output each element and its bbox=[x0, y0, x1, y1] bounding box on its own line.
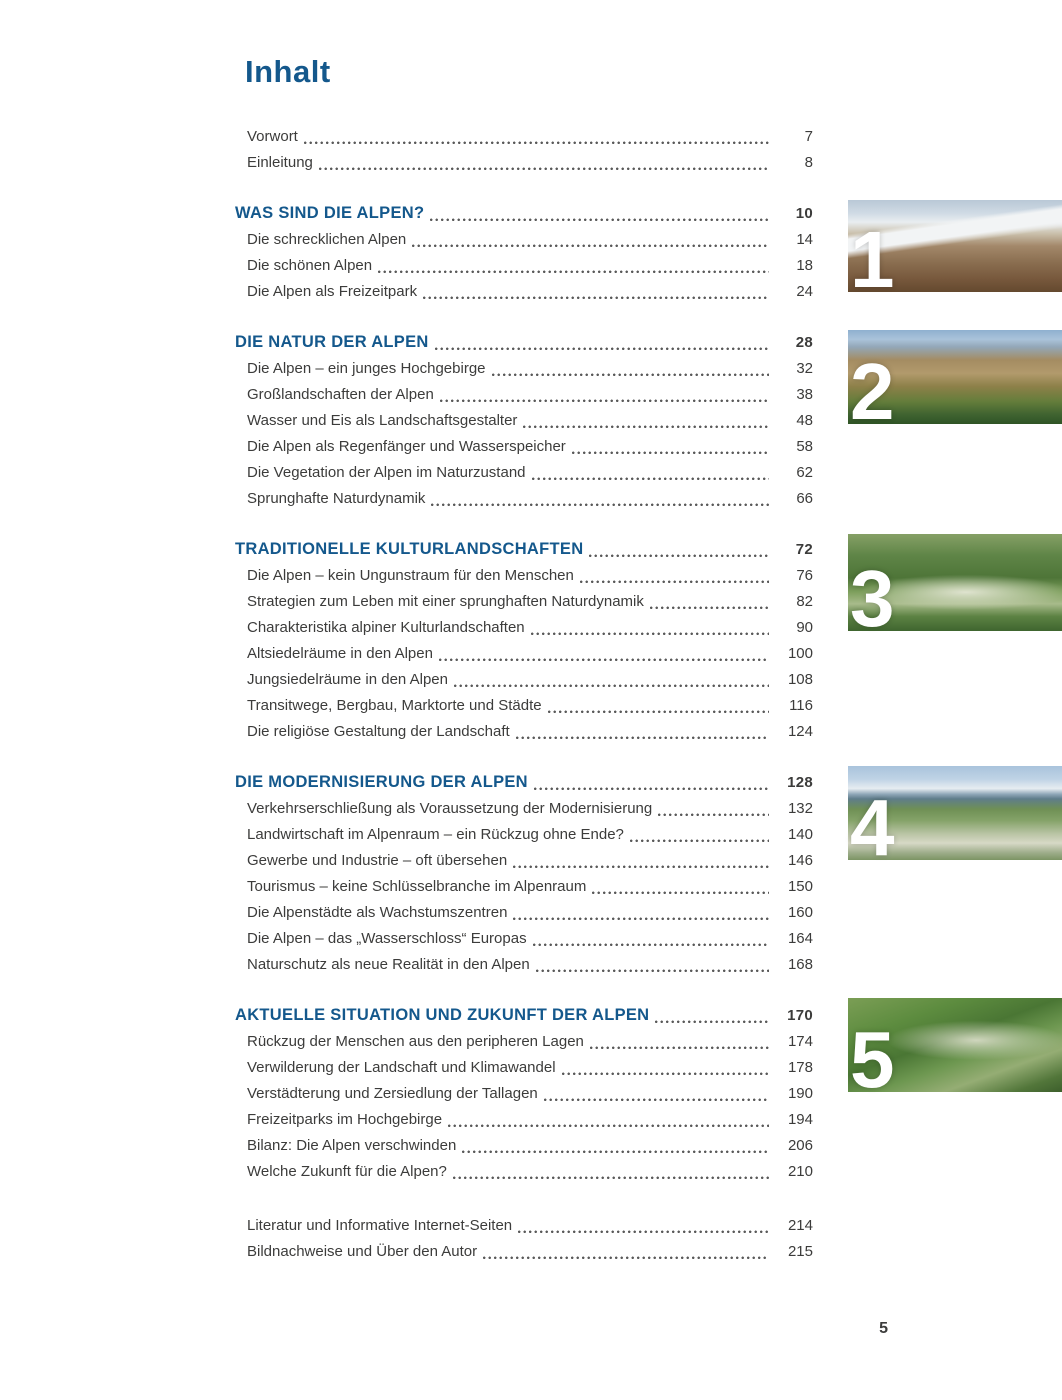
entry-page-number: 100 bbox=[787, 645, 813, 662]
dot-leader bbox=[448, 1124, 769, 1128]
dot-leader bbox=[589, 554, 769, 558]
dot-leader bbox=[516, 736, 769, 740]
entry-label: Einleitung bbox=[247, 154, 313, 171]
entry-page-number: 48 bbox=[796, 412, 813, 429]
toc-entry-row bbox=[235, 900, 813, 926]
dot-leader bbox=[483, 1256, 769, 1260]
dot-leader bbox=[518, 1230, 769, 1234]
entry-label: DIE MODERNISIERUNG DER ALPEN bbox=[235, 773, 528, 791]
dot-leader bbox=[430, 218, 769, 222]
dot-leader bbox=[572, 451, 769, 455]
dot-leader bbox=[531, 632, 769, 636]
entry-label: Die schönen Alpen bbox=[247, 257, 373, 274]
toc-entry-row bbox=[235, 667, 813, 693]
dot-leader bbox=[440, 399, 769, 403]
front-matter-row bbox=[235, 124, 813, 150]
toc-entry-row bbox=[235, 641, 813, 667]
toc-entry-row bbox=[235, 926, 813, 952]
dot-leader bbox=[534, 787, 769, 791]
entry-label: Die Alpen als Regenfänger und Wasserspeicher bbox=[247, 438, 566, 455]
toc-chapter-section bbox=[235, 200, 813, 305]
entry-label: Sprunghafte Naturdynamik bbox=[247, 490, 426, 507]
toc-entry-row bbox=[235, 382, 813, 408]
entry-label: Wasser und Eis als Landschaftsgestalter bbox=[247, 412, 518, 429]
chapter-heading-row bbox=[235, 329, 813, 356]
entry-label: Gewerbe und Industrie – oft übersehen bbox=[247, 852, 508, 869]
toc-entry-row bbox=[235, 615, 813, 641]
dot-leader bbox=[536, 969, 769, 973]
page-title: Inhalt bbox=[245, 54, 331, 89]
entry-page-number: 8 bbox=[804, 154, 813, 171]
entry-page-number: 168 bbox=[787, 956, 813, 973]
aerial-green-valley-town-photo bbox=[848, 998, 1062, 1105]
entry-page-number: 124 bbox=[787, 723, 813, 740]
entry-label: Bildnachweise und Über den Autor bbox=[247, 1243, 478, 1260]
entry-label: Verkehrserschließung als Voraussetzung der Modernisierung bbox=[247, 800, 653, 817]
entry-label: Rückzug der Menschen aus den peripheren Lagen bbox=[247, 1033, 584, 1050]
entry-page-number: 206 bbox=[787, 1137, 813, 1154]
toc-entry-row bbox=[235, 1055, 813, 1081]
entry-page-number: 116 bbox=[789, 697, 813, 714]
dot-leader bbox=[548, 710, 769, 714]
toc-chapter-section bbox=[235, 329, 813, 512]
toc-entry-row bbox=[235, 822, 813, 848]
entry-label: Welche Zukunft für die Alpen? bbox=[247, 1163, 447, 1180]
toc-entry-row bbox=[235, 1107, 813, 1133]
entry-page-number: 66 bbox=[796, 490, 813, 507]
toc-entry-row bbox=[235, 460, 813, 486]
entry-page-number: 14 bbox=[796, 231, 813, 248]
entry-label: Die Alpen – das „Wasserschloss“ Europas bbox=[247, 930, 527, 947]
toc-entry-row bbox=[235, 796, 813, 822]
toc-entry-row bbox=[235, 279, 813, 305]
dot-leader bbox=[658, 813, 769, 817]
entry-label: Landwirtschaft im Alpenraum – ein Rückzug ohne Ende? bbox=[247, 826, 624, 843]
chapter-number-overlay: 3 bbox=[850, 554, 895, 644]
entry-page-number: 58 bbox=[796, 438, 813, 455]
entry-label: Die schrecklichen Alpen bbox=[247, 231, 407, 248]
entry-page-number: 28 bbox=[795, 334, 813, 351]
toc-entry-row bbox=[235, 1029, 813, 1055]
dot-leader bbox=[378, 270, 769, 274]
dot-leader bbox=[412, 244, 769, 248]
entry-page-number: 160 bbox=[787, 904, 813, 921]
page-number: 5 bbox=[879, 1320, 888, 1337]
front-matter-row bbox=[235, 150, 813, 176]
entry-page-number: 90 bbox=[796, 619, 813, 636]
toc-entry-row bbox=[235, 563, 813, 589]
dot-leader bbox=[439, 658, 769, 662]
entry-label: Verstädterung und Zersiedlung der Tallagen bbox=[247, 1085, 538, 1102]
entry-label: Die Alpen – kein Ungunstraum für den Menschen bbox=[247, 567, 574, 584]
entry-label: Strategien zum Leben mit einer sprunghaften Naturdynamik bbox=[247, 593, 644, 610]
toc-chapter-section bbox=[235, 1002, 813, 1185]
entry-label: Freizeitparks im Hochgebirge bbox=[247, 1111, 443, 1128]
entry-page-number: 72 bbox=[795, 541, 813, 558]
toc-entry-row bbox=[235, 874, 813, 900]
dot-leader bbox=[544, 1098, 769, 1102]
entry-label: Transitwege, Bergbau, Marktorte und Städte bbox=[247, 697, 542, 714]
chapter-heading-row bbox=[235, 536, 813, 563]
toc-entry-row bbox=[235, 227, 813, 253]
toc-chapter-section bbox=[235, 536, 813, 745]
entry-page-number: 170 bbox=[787, 1007, 813, 1024]
toc-entry-row bbox=[235, 253, 813, 279]
entry-page-number: 164 bbox=[787, 930, 813, 947]
entry-label: DIE NATUR DER ALPEN bbox=[235, 333, 429, 351]
chapter-heading-row bbox=[235, 769, 813, 796]
entry-page-number: 24 bbox=[796, 283, 813, 300]
dot-leader bbox=[533, 943, 769, 947]
chapter-number-overlay: 5 bbox=[850, 1015, 895, 1105]
toc-entry-row bbox=[235, 356, 813, 382]
chapter-number-overlay: 2 bbox=[850, 347, 895, 437]
entry-page-number: 194 bbox=[787, 1111, 813, 1128]
dot-leader bbox=[580, 580, 769, 584]
toc-entry-row bbox=[235, 408, 813, 434]
dot-leader bbox=[532, 477, 769, 481]
dot-leader bbox=[562, 1072, 769, 1076]
entry-page-number: 62 bbox=[796, 464, 813, 481]
table-of-contents bbox=[235, 124, 813, 1265]
toc-entry-row bbox=[235, 589, 813, 615]
toc-chapter-section bbox=[235, 769, 813, 978]
toc-entry-row bbox=[235, 1159, 813, 1185]
entry-page-number: 174 bbox=[787, 1033, 813, 1050]
chapter-heading-row bbox=[235, 1002, 813, 1029]
entry-label: Literatur und Informative Internet-Seiten bbox=[247, 1217, 513, 1234]
entry-page-number: 108 bbox=[787, 671, 813, 688]
chapter-heading-row bbox=[235, 200, 813, 227]
entry-label: Vorwort bbox=[247, 128, 298, 145]
entry-page-number: 10 bbox=[795, 205, 813, 222]
dot-leader bbox=[453, 1176, 769, 1180]
entry-page-number: 215 bbox=[787, 1243, 813, 1260]
entry-page-number: 76 bbox=[796, 567, 813, 584]
entry-label: Verwilderung der Landschaft und Klimawandel bbox=[247, 1059, 556, 1076]
dot-leader bbox=[592, 891, 769, 895]
dot-leader bbox=[462, 1150, 769, 1154]
dot-leader bbox=[630, 839, 769, 843]
entry-label: Die Alpen als Freizeitpark bbox=[247, 283, 418, 300]
chapter-number-overlay: 4 bbox=[850, 783, 895, 873]
valley-city-panorama-photo bbox=[848, 766, 1062, 873]
entry-page-number: 128 bbox=[787, 774, 813, 791]
entry-page-number: 140 bbox=[787, 826, 813, 843]
toc-entry-row bbox=[235, 719, 813, 745]
entry-page-number: 146 bbox=[787, 852, 813, 869]
dot-leader bbox=[590, 1046, 769, 1050]
dot-leader bbox=[423, 296, 769, 300]
toc-entry-row bbox=[235, 486, 813, 512]
entry-label: AKTUELLE SITUATION UND ZUKUNFT DER ALPEN bbox=[235, 1006, 650, 1024]
entry-label: Jungsiedelräume in den Alpen bbox=[247, 671, 448, 688]
entry-label: Altsiedelräume in den Alpen bbox=[247, 645, 433, 662]
entry-page-number: 82 bbox=[796, 593, 813, 610]
dot-leader bbox=[513, 865, 769, 869]
entry-page-number: 178 bbox=[787, 1059, 813, 1076]
entry-label: Tourismus – keine Schlüsselbranche im Alpenraum bbox=[247, 878, 587, 895]
entry-page-number: 32 bbox=[796, 360, 813, 377]
entry-label: WAS SIND DIE ALPEN? bbox=[235, 204, 425, 222]
entry-page-number: 18 bbox=[796, 257, 813, 274]
back-matter-row bbox=[235, 1213, 813, 1239]
entry-page-number: 190 bbox=[787, 1085, 813, 1102]
entry-label: Bilanz: Die Alpen verschwinden bbox=[247, 1137, 457, 1154]
dot-leader bbox=[650, 606, 769, 610]
dot-leader bbox=[304, 141, 769, 145]
autumn-mountain-valley-photo bbox=[848, 330, 1062, 437]
toc-entry-row bbox=[235, 1081, 813, 1107]
entry-label: Die religiöse Gestaltung der Landschaft bbox=[247, 723, 510, 740]
entry-page-number: 7 bbox=[804, 128, 813, 145]
entry-page-number: 210 bbox=[787, 1163, 813, 1180]
green-alpine-valley-photo bbox=[848, 534, 1062, 644]
dot-leader bbox=[655, 1020, 769, 1024]
toc-entry-row bbox=[235, 434, 813, 460]
entry-page-number: 150 bbox=[787, 878, 813, 895]
toc-entry-row bbox=[235, 693, 813, 719]
entry-page-number: 132 bbox=[787, 800, 813, 817]
dot-leader bbox=[431, 503, 769, 507]
chapter-number-overlay: 1 bbox=[850, 215, 895, 305]
entry-label: Großlandschaften der Alpen bbox=[247, 386, 434, 403]
dot-leader bbox=[492, 373, 770, 377]
back-matter-section bbox=[235, 1213, 813, 1265]
entry-page-number: 38 bbox=[796, 386, 813, 403]
entry-label: TRADITIONELLE KULTURLANDSCHAFTEN bbox=[235, 540, 584, 558]
dot-leader bbox=[435, 347, 769, 351]
entry-label: Naturschutz als neue Realität in den Alpen bbox=[247, 956, 530, 973]
dot-leader bbox=[319, 167, 769, 171]
snowy-mountain-ridge-photo bbox=[848, 200, 1062, 305]
dot-leader bbox=[513, 917, 769, 921]
entry-label: Charakteristika alpiner Kulturlandschaften bbox=[247, 619, 525, 636]
entry-label: Die Alpen – ein junges Hochgebirge bbox=[247, 360, 486, 377]
entry-label: Die Alpenstädte als Wachstumszentren bbox=[247, 904, 508, 921]
entry-label: Die Vegetation der Alpen im Naturzustand bbox=[247, 464, 526, 481]
entry-page-number: 214 bbox=[787, 1217, 813, 1234]
dot-leader bbox=[523, 425, 769, 429]
toc-entry-row bbox=[235, 848, 813, 874]
toc-entry-row bbox=[235, 952, 813, 978]
toc-entry-row bbox=[235, 1133, 813, 1159]
dot-leader bbox=[454, 684, 769, 688]
back-matter-row bbox=[235, 1239, 813, 1265]
